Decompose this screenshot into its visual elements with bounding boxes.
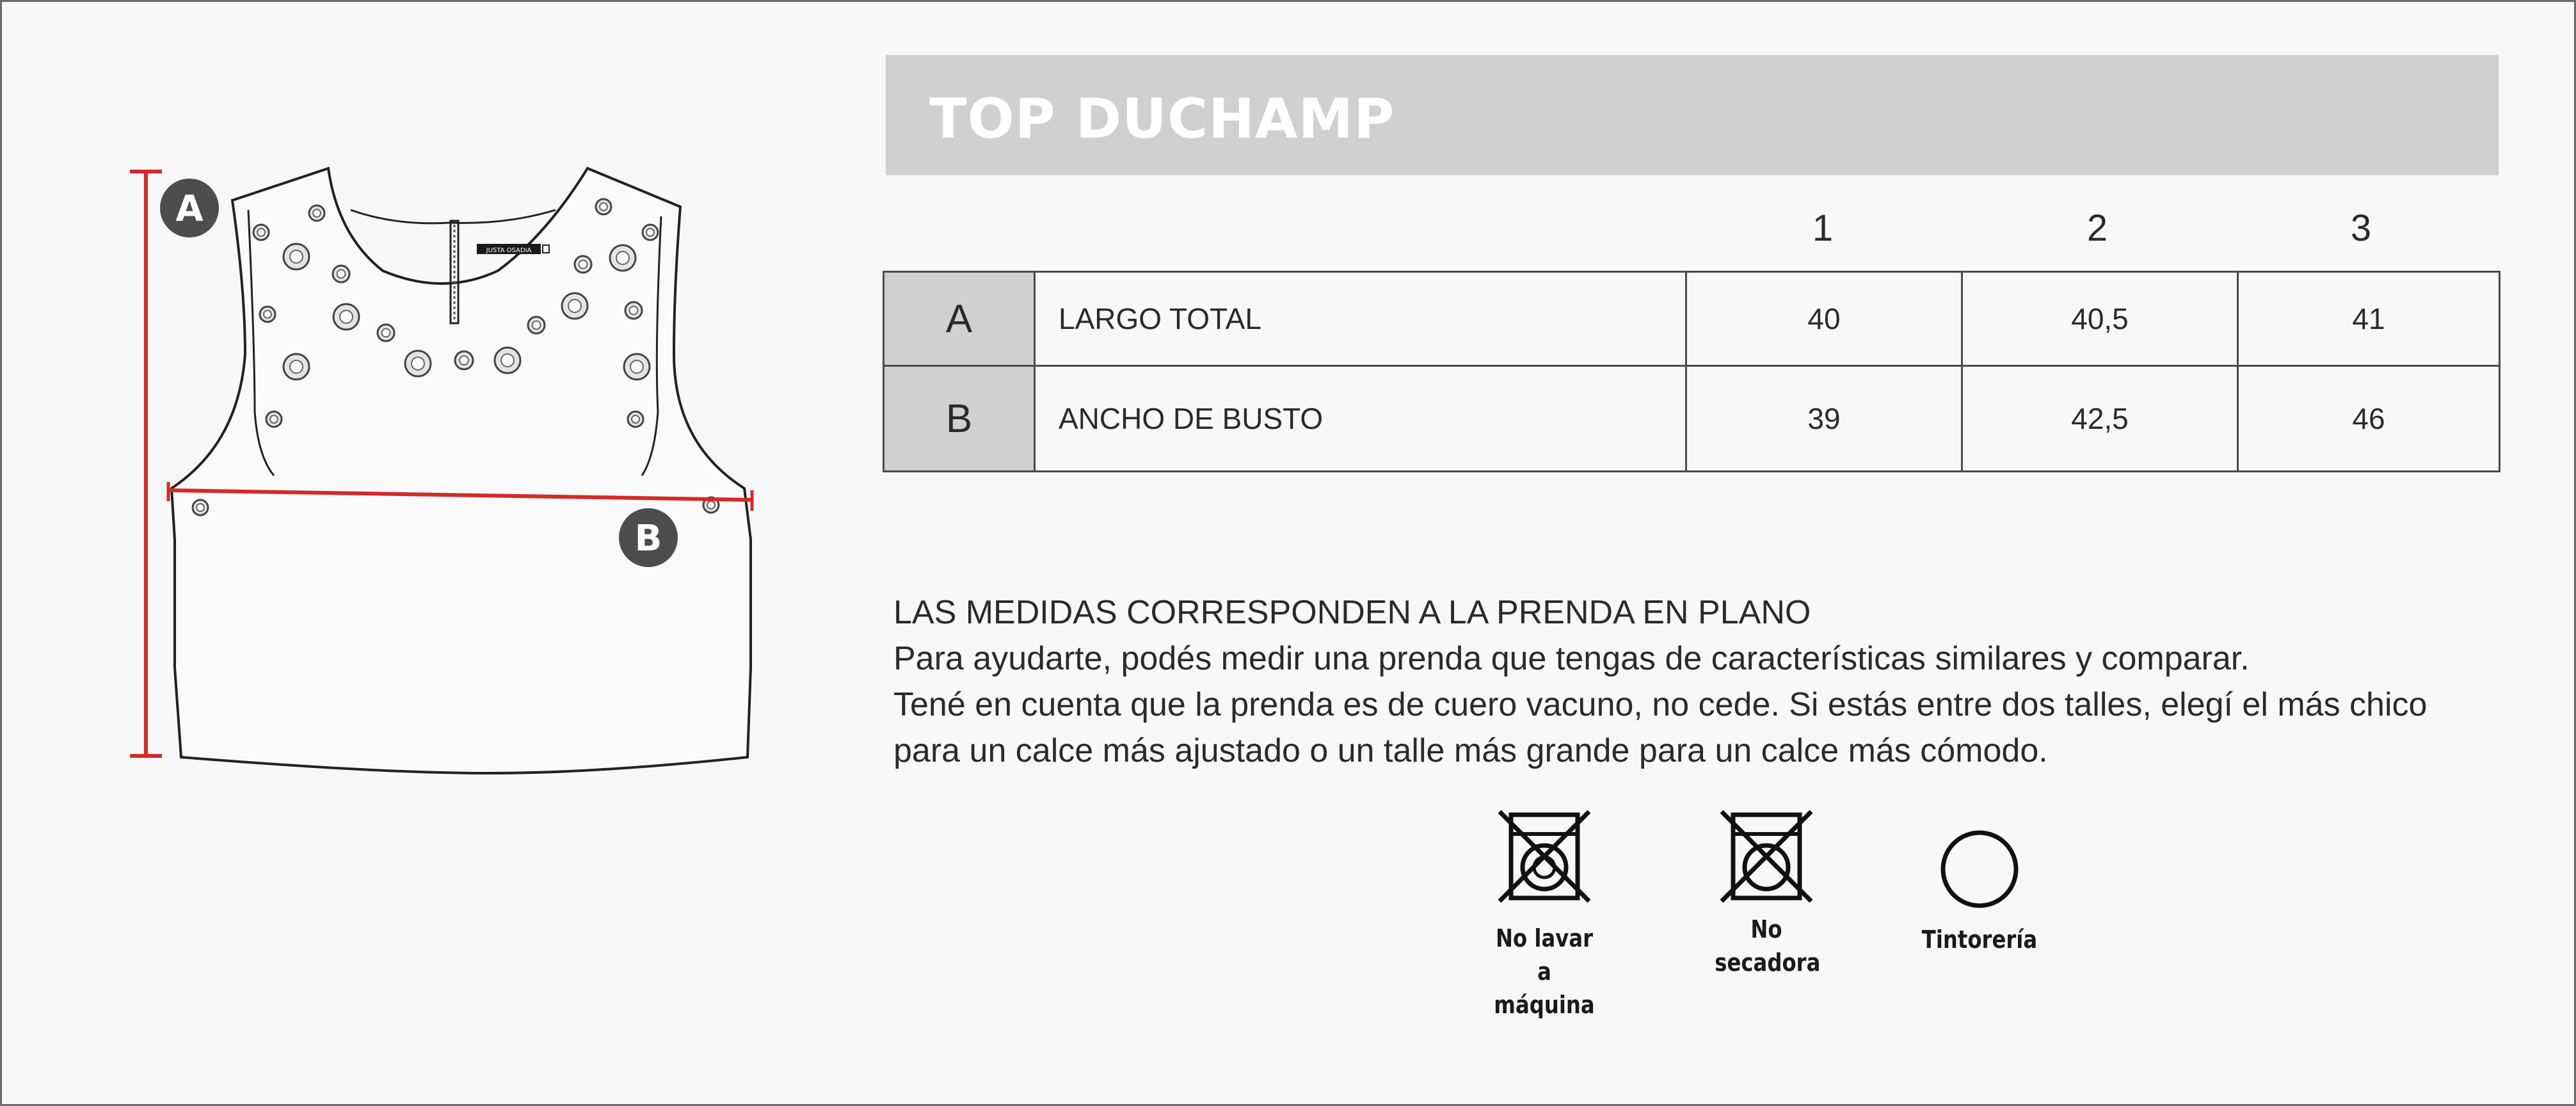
care-label-line1: No [1750,915,1782,943]
eyelet-hole [270,415,278,423]
eyelet-hole [630,360,643,373]
garment-outline [172,168,751,773]
eyelet-hole [412,357,424,370]
care-label-line2: secadora [1715,949,1821,977]
measure-value: 41 [2238,272,2500,366]
brand-tag-text: JUSTA OSADIA [486,247,532,254]
size-header-2: 2 [2086,207,2108,249]
measure-line-a [130,172,162,756]
note-line: LAS MEDIDAS CORRESPONDEN A LA PRENDA EN PLANO [893,594,1811,631]
note-line: Tené en cuenta que la prenda es de cuero vacuno, no cede. Si estás entre dos talles, elegí el más chico [893,686,2428,723]
size-header-1: 1 [1812,207,1834,249]
eyelet-hole [337,270,346,278]
measure-code: A [884,272,1035,366]
eyelet-hole [460,356,468,365]
note-line: Para ayudarte, podés medir una prenda que tengas de características similares y comparar. [893,640,2250,677]
eyelet-hole [340,310,353,323]
care-item-dry-clean [1909,828,2050,956]
eyelet-hole [646,228,654,236]
measure-value: 40 [1686,272,1962,366]
measure-label: LARGO TOTAL [1035,272,1686,366]
table-row [884,366,2500,472]
product-title: TOP DUCHAMP [929,87,1395,151]
care-label-line2: a máquina [1494,958,1595,1019]
marker-badge-b [619,508,678,567]
eyelet-hole [532,321,541,330]
note-line: para un calce más ajustado o un talle más grande para un calce más cómodo. [893,732,2048,769]
eyelet-hole [264,310,271,318]
eyelet-hole [630,307,638,315]
measure-label: ANCHO DE BUSTO [1035,366,1686,472]
measure-value: 40,5 [1962,272,2238,366]
care-item-no-dryer [1706,808,1827,979]
table-row [884,272,2500,366]
marker-a-label: A [175,188,204,230]
eyelet-hole [632,415,639,423]
eyelet-hole [290,360,303,373]
eyelet-hole [568,300,581,312]
care-label-line1: No lavar [1495,924,1594,952]
measure-value: 46 [2238,366,2500,472]
eyelet-hole [616,252,629,264]
measurement-notes [893,589,2461,774]
marker-b-label: B [634,518,662,559]
marker-badge-a [160,179,219,237]
garment-illustration [111,143,776,796]
eyelet-hole [501,354,514,367]
no-dryer-icon [1715,808,1818,904]
size-header-3: 3 [2350,207,2372,249]
eyelet-hole [579,260,588,269]
dry-clean-icon [1938,828,2021,911]
eyelet-hole [257,228,265,236]
eyelet-hole [382,329,390,337]
measure-value: 42,5 [1962,366,2238,472]
eyelet-hole [313,209,321,217]
eyelet-hole [196,504,204,511]
care-item-no-machine-wash [1484,808,1605,1022]
eyelet-hole [290,250,303,263]
measure-value: 39 [1686,366,1962,472]
size-table [883,271,2500,472]
no-machine-wash-icon [1493,808,1596,904]
title-bar [886,55,2499,175]
care-label-line1: Tintorería [1921,926,2038,954]
eyelet-hole [707,501,715,509]
measure-code: B [884,366,1035,472]
eyelet-hole [600,203,607,211]
